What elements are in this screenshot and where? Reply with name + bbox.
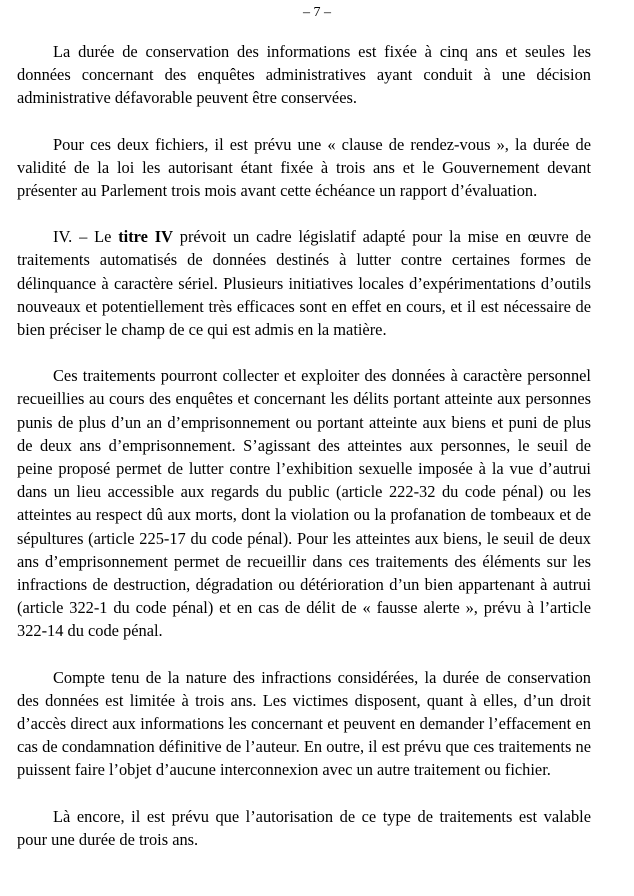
paragraph-traitements-scope: Ces traitements pourront collecter et exploiter des données à caractère personnel recueillies au cours des enquêtes et concernant les délits portant atteinte aux personnes punis de plus d’un an d’emprisonnement ou portant atteinte aux biens et puni de plus de deux ans d’emprisonnement. S’agissant des atteintes aux personnes, le seuil de peine proposé permet de lutter contre l’exhibition sexuelle imposée à la vue d’autrui dans un lieu accessible aux regards du public (article 222-32 du code pénal) ou les atteintes au respect dû aux morts, dont la violation ou la profanation de tombeaux et de sépultures (article 225-17 du code pénal). Pour les atteintes aux biens, le seuil de deux ans d’emprisonnement permet de recueillir dans ces traitements des éléments sur les infractions de destruction, dégradation ou détérioration d’un bien appartenant à autrui (article 322-1 du code pénal) et en cas de délit de « fausse alerte », prévu à l’article 322-14 du code pénal. xyxy=(17,366,591,641)
paragraph-conservation-duration: La durée de conservation des informations est fixée à cinq ans et seules les données concernant des enquêtes administratives ayant conduit à une décision administrative défavorable peuvent être conservées. xyxy=(17,42,591,108)
paragraph-authorization-validity: Là encore, il est prévu que l’autorisation de ce type de traitements est valable pour une durée de trois ans. xyxy=(17,806,591,849)
document-body xyxy=(17,40,591,851)
titre-iv-heading: titre IV xyxy=(118,227,173,247)
paragraph-titre-iv xyxy=(17,225,591,341)
titre-iv-text: prévoit un cadre législatif adapté pour la mise en œuvre de traitements automatisés de données destinés à lutter contre certaines formes de délinquance à caractère sériel. Plusieurs initiatives locales d’expérimentations d’outils nouveaux et potentiellement très efficaces sont en effet en cours, et il est nécessaire de bien préciser le champ de ce qui est admis en la matière. xyxy=(17,227,591,340)
titre-iv-prefix: IV. – Le xyxy=(53,227,119,247)
paragraph-rendez-vous-clause: Pour ces deux fichiers, il est prévu une « clause de rendez-vous », la durée de validité de la loi les autorisant étant fixée à trois ans et le Gouvernement devant présenter au Parlement trois mois avant cette échéance un rapport d’évaluation. xyxy=(17,134,591,201)
page-number: – 7 – xyxy=(303,5,331,20)
paragraph-conservation-victims: Compte tenu de la nature des infractions considérées, la durée de conservation des données est limitée à trois ans. Les victimes disposent, quant à elles, d’un droit d’accès direct aux informations les concernant et peuvent en demander l’effacement en cas de condamnation définitive de l’auteur. En outre, il est prévu que ces traitements ne puissent faire l’objet d’aucune interconnexion avec un autre traitement ou fichier. xyxy=(17,667,591,780)
